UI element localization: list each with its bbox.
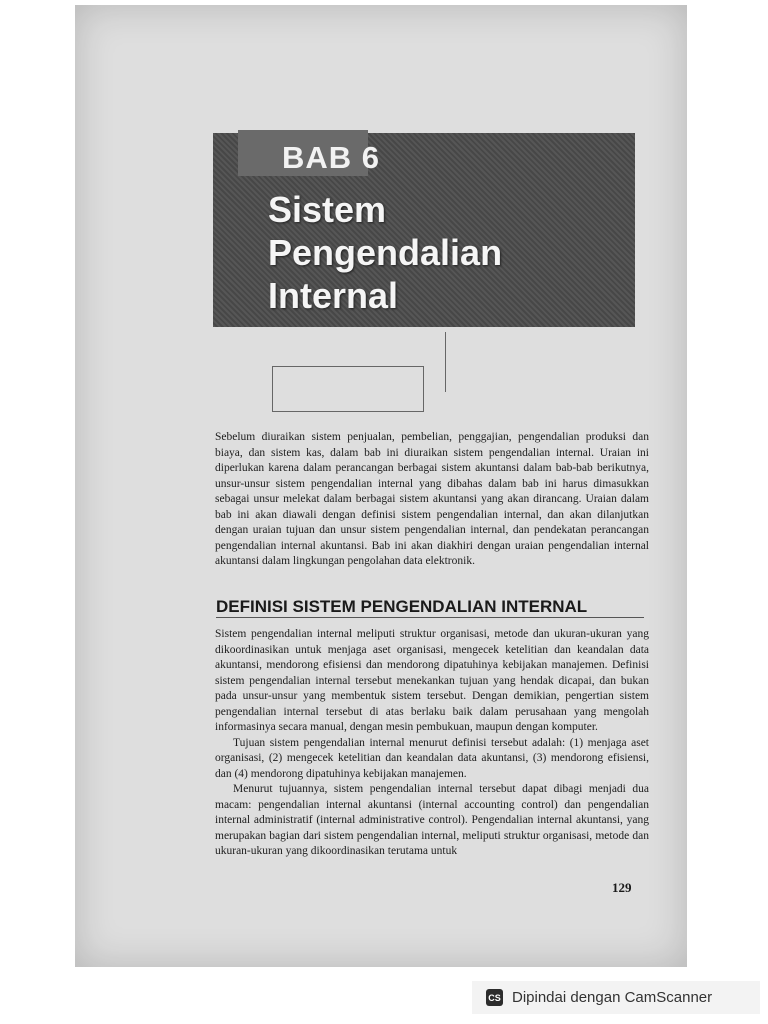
section-heading: DEFINISI SISTEM PENGENDALIAN INTERNAL [216,597,588,616]
camscanner-watermark [472,981,760,1014]
paragraph: Sistem pengendalian internal meliputi struktur organisasi, metode dan ukuran-ukuran yang dikoordinasikan untuk menjaga aset organisasi, mengecek ketelitian dan keandalan data akuntansi, mendorong efisiensi dan mendorong dipatuhinya kebijakan manajemen. Definisi sistem pengendalian internal tersebut menekankan tujuan yang hendak dicapai, dan bukan pada unsur-unsur yang membentuk sistem tersebut. Dengan demikian, pengertian sistem pengendalian internal tersebut di atas berlaku baik dalam perusahaan yang mengolah informasinya secara manual, dengan mesin pembukuan, maupun dengan komputer. [215,628,649,733]
chapter-diagram [200,330,520,422]
diagram-connector [445,332,446,392]
heading-underline [216,617,644,618]
camscanner-logo-icon: CS [486,989,503,1006]
diagram-bracket [272,366,424,412]
paragraph: Tujuan sistem pengendalian internal menurut definisi tersebut adalah: (1) menjaga aset organisasi, (2) mengecek ketelitian dan keandalan data akuntansi, (3) mendorong efisiensi, dan (4) mendorong dipatuhinya kebijakan manajemen. [215,736,649,780]
camscanner-text: Dipindai dengan CamScanner [512,989,713,1006]
chapter-title: Sistem Pengendalian Internal [268,189,503,316]
page-number: 129 [612,880,632,895]
definition-section [215,627,649,860]
paragraph: Menurut tujuannya, sistem pengendalian internal tersebut dapat dibagi menjadi dua macam: pengendalian internal akuntansi (internal accounting control) dan pengendalian internal administratif (internal administrative control). Pengendalian internal akuntansi, yang merupakan bagian dari sistem pengendalian internal, meliputi struktur organisasi, metode dan ukuran-ukuran yang dikoordinasikan terutama untuk [215,783,649,857]
chapter-label: BAB 6 [282,140,381,175]
intro-paragraph: Sebelum diuraikan sistem penjualan, pembelian, penggajian, pengendalian produksi dan biaya, dan sistem kas, dalam bab ini diuraikan sistem pengendalian internal. Uraian ini diperlukan karena dalam perancangan berbagai sistem akuntansi dalam bab-bab berikutnya, unsur-unsur sistem pengendalian internal yang dibahas dalam bab ini harus dimasukkan sebagai unsur melekat dalam berbagai sistem akuntansi yang akan dirancang. Uraian dalam bab ini akan diawali dengan definisi sistem pengendalian internal, dan akan dilanjutkan dengan uraian tujuan dan unsur sistem pengendalian internal, dan pendekatan perancangan pengendalian internal akuntansi. Bab ini akan diakhiri dengan uraian pengendalian internal akuntansi dalam lingkungan pengolahan data elektronik. [215,431,649,567]
